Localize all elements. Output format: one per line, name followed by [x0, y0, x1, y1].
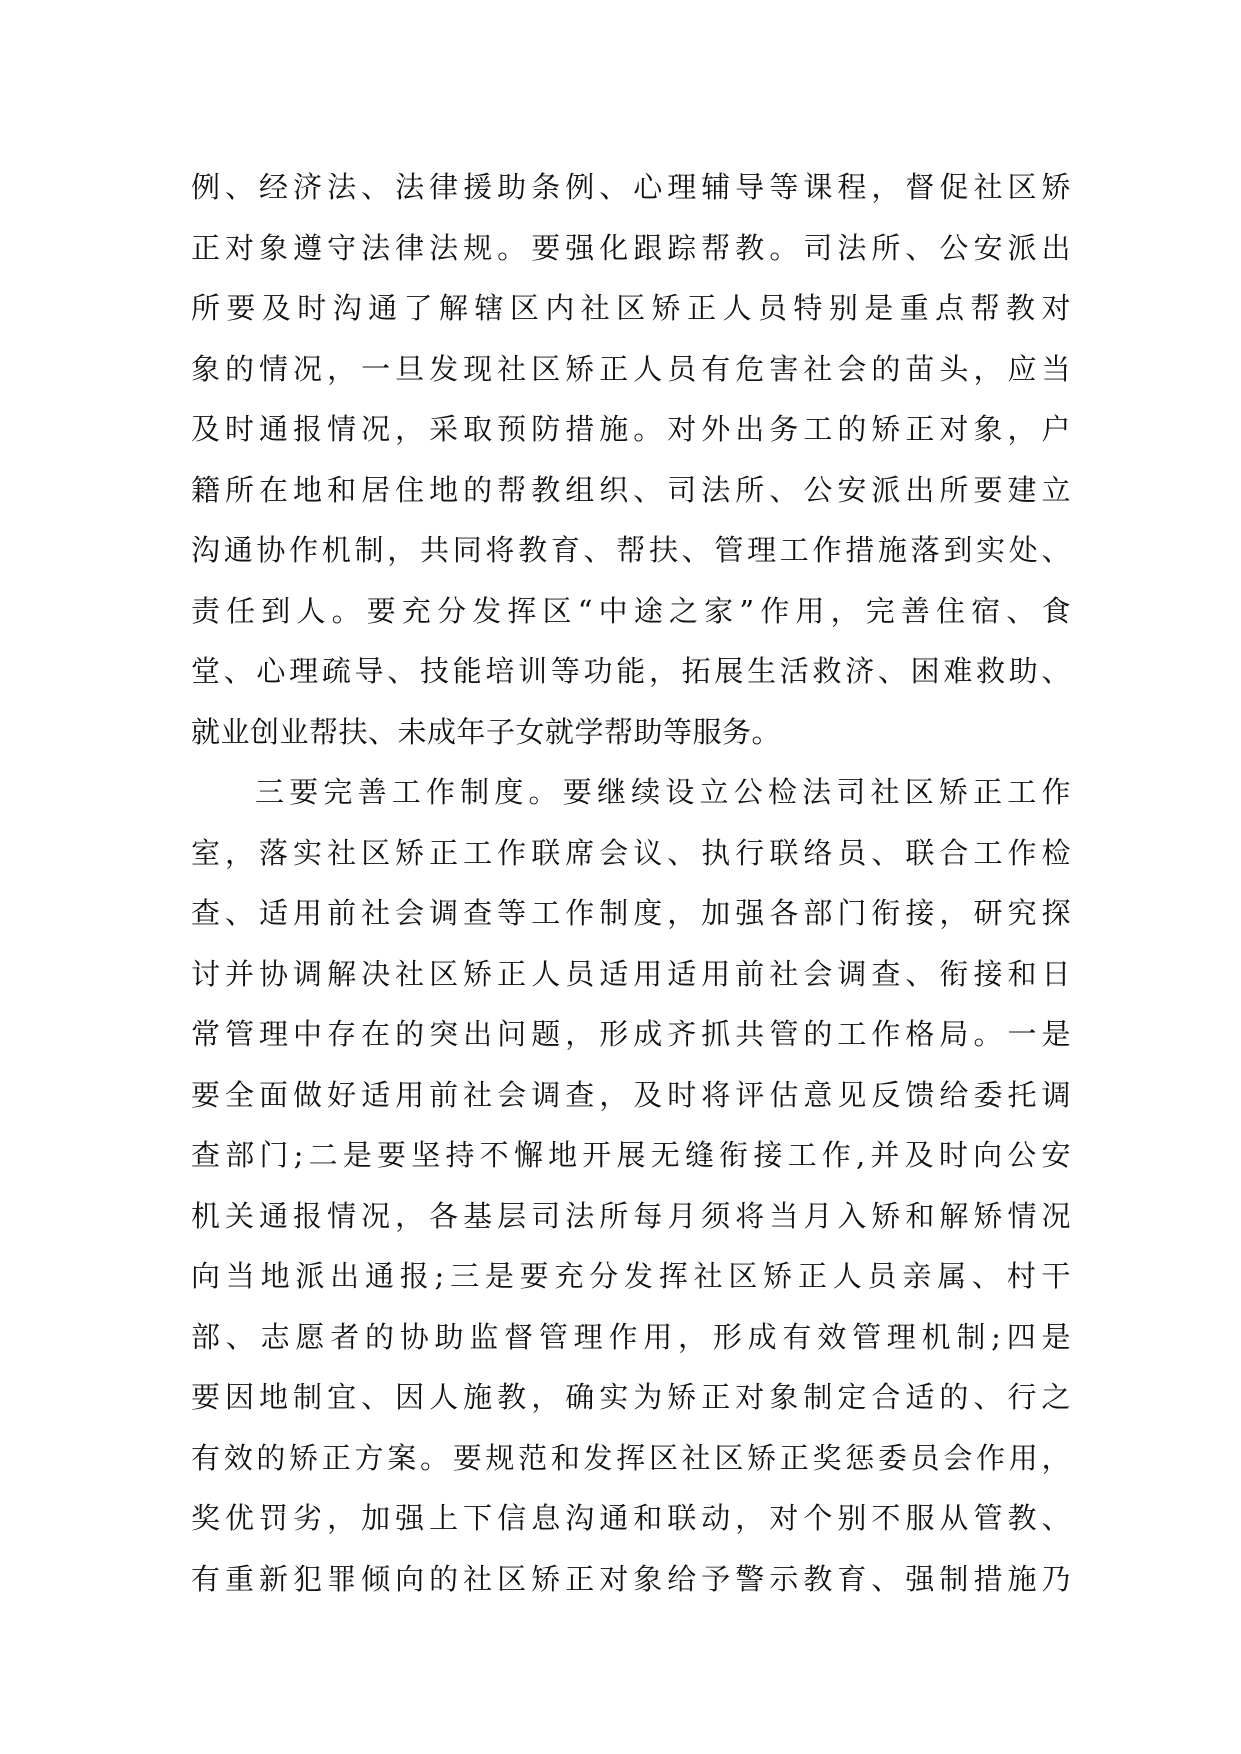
text-line: 机关通报情况，各基层司法所每月须将当月入矫和解矫情况 [191, 1198, 1071, 1233]
text-line: 籍所在地和居住地的帮教组织、司法所、公安派出所要建立 [191, 472, 1071, 507]
text-line: 常管理中存在的突出问题，形成齐抓共管的工作格局。一是 [191, 1017, 1071, 1051]
text-line: 查、适用前社会调查等工作制度，加强各部门衔接，研究探 [191, 896, 1071, 930]
text-line: 正对象遵守法律法规。要强化跟踪帮教。司法所、公安派出 [191, 230, 1071, 265]
text-line: 有效的矫正方案。要规范和发挥区社区矫正奖惩委员会作用， [191, 1440, 1071, 1475]
text-line: 向当地派出通报;三是要充分发挥社区矫正人员亲属、村干 [191, 1259, 1071, 1293]
text-line: 部、志愿者的协助监督管理作用，形成有效管理机制;四是 [191, 1319, 1071, 1354]
text-line: 有重新犯罪倾向的社区矫正对象给予警示教育、强制措施乃 [191, 1561, 1071, 1596]
body-text [191, 157, 1071, 1609]
text-line: 及时通报情况，采取预防措施。对外出务工的矫正对象，户 [191, 412, 1071, 446]
text-line: 奖优罚劣，加强上下信息沟通和联动，对个别不服从管教、 [191, 1501, 1071, 1535]
text-line: 堂、心理疏导、技能培训等功能，拓展生活救济、困难救助、 [191, 654, 1071, 688]
text-line: 象的情况，一旦发现社区矫正人员有危害社会的苗头，应当 [191, 351, 1071, 386]
text-line: 三要完善工作制度。要继续设立公检法司社区矫正工作 [255, 775, 1071, 809]
text-line: 沟通协作机制，共同将教育、帮扶、管理工作措施落到实处、 [191, 533, 1071, 567]
text-line: 室，落实社区矫正工作联席会议、执行联络员、联合工作检 [191, 835, 1071, 870]
text-line: 责任到人。要充分发挥区“中途之家”作用，完善住宿、食 [191, 593, 1071, 628]
text-line: 要全面做好适用前社会调查，及时将评估意见反馈给委托调 [191, 1077, 1071, 1112]
text-line: 查部门;二是要坚持不懈地开展无缝衔接工作,并及时向公安 [191, 1138, 1071, 1172]
text-line: 要因地制宜、因人施教，确实为矫正对象制定合适的、行之 [191, 1380, 1071, 1414]
text-line: 所要及时沟通了解辖区内社区矫正人员特别是重点帮教对 [191, 291, 1071, 325]
text-line: 讨并协调解决社区矫正人员适用适用前社会调查、衔接和日 [191, 956, 1071, 991]
text-line: 就业创业帮扶、未成年子女就学帮助等服务。 [191, 714, 782, 749]
text-line: 例、经济法、法律援助条例、心理辅导等课程，督促社区矫 [191, 170, 1071, 204]
